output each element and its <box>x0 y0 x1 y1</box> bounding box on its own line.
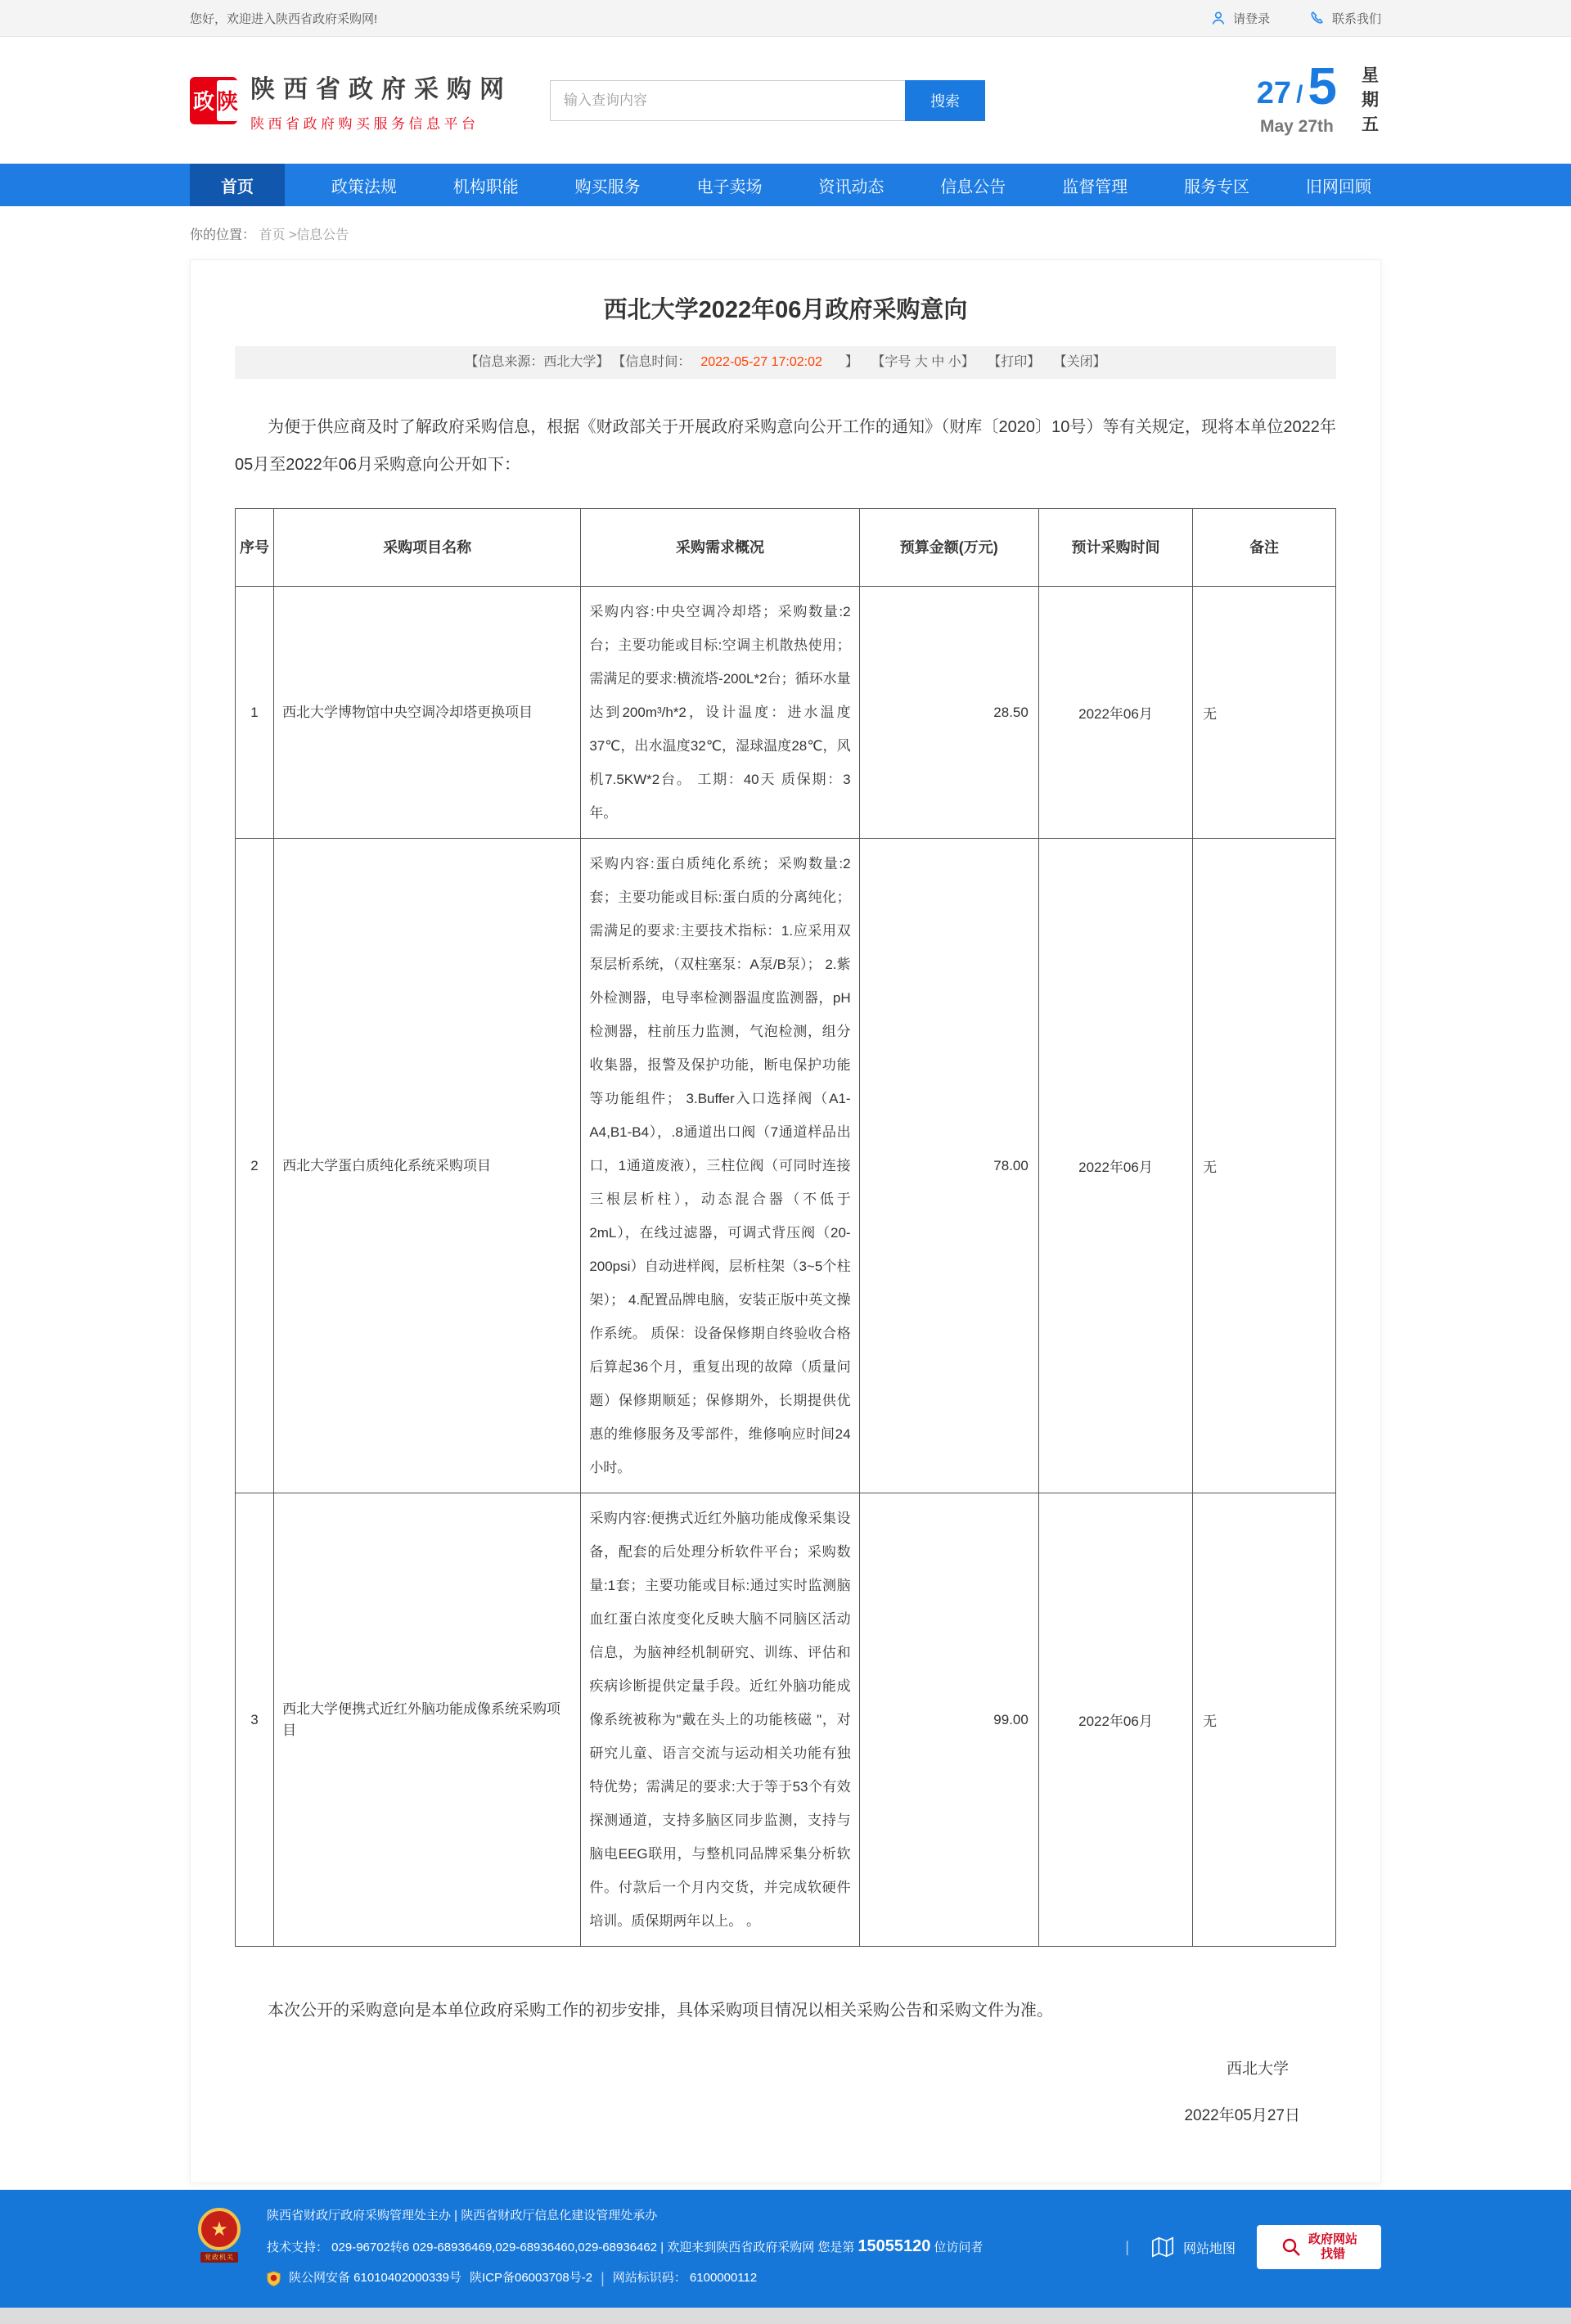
cell-desc: 采购内容:中央空调冷却塔；采购数量:2台；主要功能或目标:空调主机散热使用；需满足的要求:横流塔-200L*2台；循环水量达到200m³/h*2，设计温度：进水温度37℃，出水温度32℃，湿球温度28℃，风机7.5KW*2台。 工期：40天 质保期：3年。 <box>581 587 859 839</box>
phone-icon <box>1309 10 1326 26</box>
topbar <box>0 0 1571 37</box>
nav-item-0[interactable]: 首页 <box>190 164 285 206</box>
nav-item-1[interactable]: 政策法规 <box>331 178 397 196</box>
cell-budget: 78.00 <box>859 839 1038 1493</box>
site-name: 陕西省政府采购网 <box>250 75 512 103</box>
cell-time: 2022年06月 <box>1038 839 1192 1493</box>
user-icon <box>1210 10 1227 26</box>
cell-budget: 99.00 <box>859 1493 1038 1947</box>
print-button[interactable]: 【打印】 <box>988 355 1041 369</box>
gov-emblem-icon: ★ <box>198 2208 241 2250</box>
col-header-desc: 采购需求概况 <box>581 509 859 587</box>
login-label: 请登录 <box>1232 11 1270 26</box>
cell-budget: 28.50 <box>859 587 1038 839</box>
cell-time: 2022年06月 <box>1038 587 1192 839</box>
contact-label: 联系我们 <box>1331 11 1381 26</box>
page-title: 西北大学2022年06月政府采购意向 <box>603 297 968 323</box>
contact-link[interactable] <box>1309 10 1381 27</box>
visitor-count: 15055120 <box>858 2237 931 2255</box>
breadcrumb-home-link[interactable]: 首页 <box>259 228 286 242</box>
article-meta-bar <box>235 346 1336 379</box>
logo-char-right: 陕 <box>217 80 238 121</box>
cell-no: 3 <box>236 1493 274 1947</box>
nav-item-2[interactable]: 机构职能 <box>452 178 519 196</box>
main-nav <box>190 164 1381 206</box>
meta-source: 【信息来源：西北大学】 <box>465 355 610 369</box>
footer <box>0 2190 1571 2308</box>
cell-note: 无 <box>1193 839 1336 1493</box>
police-badge-icon <box>267 2271 281 2286</box>
cell-time: 2022年06月 <box>1038 1493 1192 1947</box>
sitemap-label: 网站地图 <box>1182 2241 1236 2256</box>
site-subtitle: 陕西省政府购买服务信息平台 <box>250 115 479 132</box>
gov-emblem-label: 党政机关 <box>200 2252 238 2263</box>
breadcrumb <box>190 206 1381 259</box>
footer-organizer-line: 陕西省财政厅政府采购管理处主办 | 陕西省财政厅信息化建设管理处承办 <box>267 2209 658 2223</box>
cell-name: 西北大学蛋白质纯化系统采购项目 <box>274 839 581 1493</box>
procurement-table <box>235 508 1336 1947</box>
footer-beian-line <box>267 2270 983 2286</box>
fontsize-control[interactable]: 【字号 大 中 小】 <box>871 355 975 369</box>
cell-name: 西北大学便携式近红外脑功能成像系统采购项目 <box>274 1493 581 1947</box>
meta-time-value: 2022-05-27 17:02:02 <box>700 355 822 369</box>
table-row <box>236 587 1336 839</box>
magnifier-icon <box>1281 2236 1302 2258</box>
table-header-row <box>236 509 1336 587</box>
footer-separator: | <box>601 2270 605 2286</box>
icp-link[interactable]: 陕ICP备06003708号-2 <box>469 2271 593 2285</box>
footer-visitor-suffix: 位访问者 <box>934 2241 984 2254</box>
footer-support-line <box>267 2238 983 2256</box>
site-logo <box>190 77 237 124</box>
search-bar <box>550 80 985 121</box>
login-link[interactable] <box>1210 10 1270 27</box>
search-input[interactable] <box>550 80 905 121</box>
error-box-line1: 政府网站 <box>1308 2232 1357 2246</box>
col-header-name: 采购项目名称 <box>274 509 581 587</box>
meta-time-prefix: 【信息时间： <box>619 355 691 369</box>
cell-name: 西北大学博物馆中央空调冷却塔更换项目 <box>274 587 581 839</box>
cell-desc: 采购内容:便携式近红外脑功能成像采集设备，配套的后处理分析软件平台；采购数量:1套；主要功能或目标:通过实时监测脑血红蛋白浓度变化反映大脑不同脑区活动信息，为脑神经机制研究、训练、评估和疾病诊断提供定量手段。近红外脑功能成像系统被称为"戴在头上的功能核磁 "，对研究儿童、语言交流与运动相关功能有独特优势；需满足的要求:大于等于53个有效探测通道，支持多脑区同步监测，支持与脑电EEG联用，与整机同品牌采集分析软件。付款后一个月内交货，并完成软硬件培训。质保期两年以上。 。 <box>581 1493 859 1947</box>
article-card <box>190 259 1381 2183</box>
weekday-vertical: 星期五 <box>1362 65 1379 134</box>
table-row <box>236 839 1336 1493</box>
cell-note: 无 <box>1193 587 1336 839</box>
logo-char-left: 政 <box>193 89 215 114</box>
search-button[interactable]: 搜索 <box>905 80 985 121</box>
nav-item-7[interactable]: 监督管理 <box>1062 178 1128 196</box>
footer-support-text: 技术支持： 029-96702转6 029-68936469,029-68936460,029-68936462 | 欢迎来到陕西省政府采购网 您是第 <box>267 2241 855 2254</box>
article-sign-date: 2022年05月27日 <box>1184 2107 1300 2124</box>
meta-time-suffix: 】 <box>831 355 858 369</box>
date-day: 27 <box>1256 75 1292 110</box>
col-header-time: 预计采购时间 <box>1038 509 1192 587</box>
footer-right-separator: | <box>1125 2238 1129 2255</box>
nav-item-3[interactable]: 购买服务 <box>574 178 641 196</box>
breadcrumb-current[interactable]: >信息公告 <box>288 228 349 242</box>
col-header-note: 备注 <box>1193 509 1336 587</box>
intro-paragraph: 为便于供应商及时了解政府采购信息，根据《财政部关于开展政府采购意向公开工作的通知》（财库〔2020〕10号）等有关规定，现将本单位2022年05月至2022年06月采购意向公开如下： <box>235 418 1336 474</box>
cell-note: 无 <box>1193 1493 1336 1947</box>
brand[interactable] <box>190 69 512 133</box>
date-month: 5 <box>1308 56 1337 116</box>
gov-emblem-badge <box>190 2208 249 2286</box>
closing-paragraph: 本次公开的采购意向是本单位政府采购工作的初步安排，具体采购项目情况以相关采购公告和采购文件为准。 <box>268 2002 1053 2020</box>
nav-item-4[interactable]: 电子卖场 <box>696 178 763 196</box>
nav-item-5[interactable]: 资讯动态 <box>818 178 885 196</box>
bottom-strip <box>0 2308 1571 2324</box>
cell-no: 2 <box>236 839 274 1493</box>
col-header-budget: 预算金额(万元) <box>859 509 1038 587</box>
site-header <box>0 37 1571 164</box>
nav-item-9[interactable]: 旧网回顾 <box>1305 178 1371 196</box>
date-separator: / <box>1296 80 1303 108</box>
close-button[interactable]: 【关闭】 <box>1053 355 1106 369</box>
welcome-text: 您好，欢迎进入陕西省政府采购网! <box>190 11 378 26</box>
table-body <box>236 587 1336 1947</box>
cell-no: 1 <box>236 587 274 839</box>
nav-item-6[interactable]: 信息公告 <box>940 178 1006 196</box>
cell-desc: 采购内容:蛋白质纯化系统；采购数量:2套；主要功能或目标:蛋白质的分离纯化；需满足的要求:主要技术指标：1.应采用双泵层析系统，（双柱塞泵：A泵/B泵）； 2.紫外检测器，电导率检测器温度监测器，pH检测器，柱前压力监测，气泡检测，组分收集器，报警及保护功能，断电保护功能等功能组件； 3.Buffer入口选择阀（A1-A4,B1-B4），.8通道出口阀（7通道样品出口，1通道废液），三柱位阀（可同时连接三根层析柱），动态混合器（不低于2mL），在线过滤器，可调式背压阀（20-200psi）自动进样阀，层析柱架（3~5个柱架）； 4.配置品牌电脑，安装正版中英文操作系统。 质保：设备保修期自终验收合格后算起36个月，重复出现的故障（质量问题）保修期顺延；保修期外，长期提供优惠的维修服务及零部件，维修响应时间24小时。 <box>581 839 859 1493</box>
col-header-no: 序号 <box>236 509 274 587</box>
table-row <box>236 1493 1336 1947</box>
sitemap-icon <box>1150 2235 1175 2259</box>
breadcrumb-label: 你的位置： <box>190 228 256 242</box>
date-english: May 27th <box>1259 116 1334 136</box>
site-code: 网站标识码： 6100000112 <box>612 2271 758 2285</box>
sitemap-link[interactable] <box>1150 2235 1236 2259</box>
date-widget <box>1256 56 1381 137</box>
article-signer: 西北大学 <box>1226 2061 1289 2078</box>
site-error-report-button[interactable] <box>1257 2225 1381 2269</box>
nav-item-8[interactable]: 服务专区 <box>1184 178 1249 196</box>
beian-link[interactable]: 陕公网安备 61010402000339号 <box>289 2271 461 2285</box>
error-box-line2: 找错 <box>1320 2247 1345 2261</box>
main-nav-bar <box>0 164 1571 206</box>
